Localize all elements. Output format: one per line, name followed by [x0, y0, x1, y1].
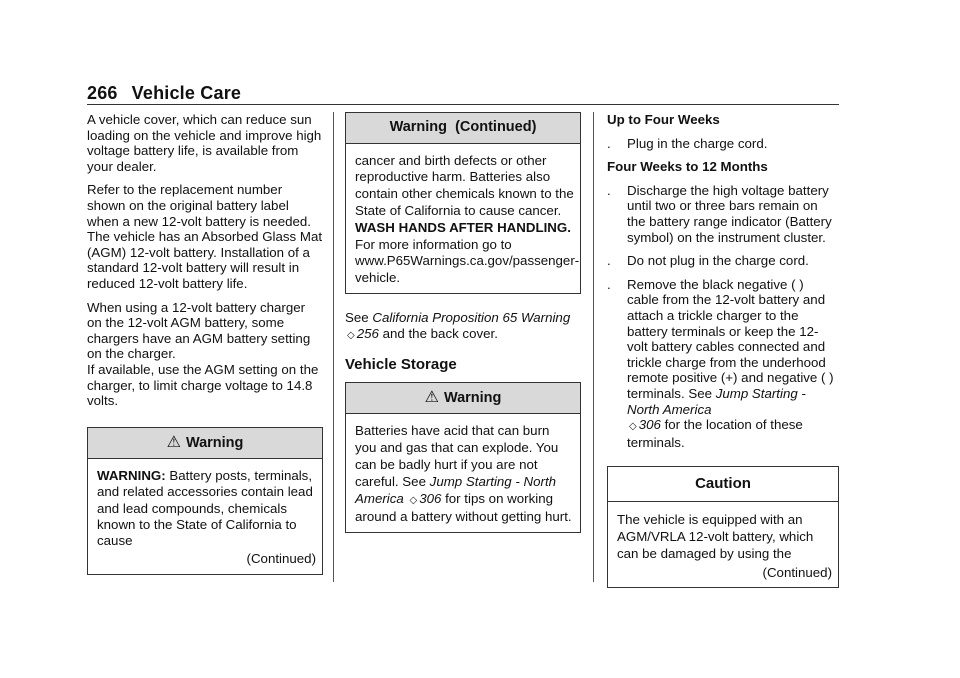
bullet-mark: .	[607, 135, 611, 151]
page-reference-arrow-icon: ◇	[409, 494, 418, 506]
jump-starting-link[interactable]: Jump Starting - North America	[355, 473, 557, 506]
subheading-four-weeks-12-months: Four Weeks to 12 Months	[607, 159, 768, 175]
list-item	[607, 277, 839, 451]
warning-box-body	[88, 459, 322, 573]
warning-continued-text: cancer and birth defects or other reproductive harm. Batteries also contain other chemicals known to the State of California to cause cancer.	[355, 152, 574, 218]
paragraph-vehicle-cover: A vehicle cover, which can reduce sun loading on the vehicle and improve high voltage battery life, is available from your dealer.	[87, 112, 322, 174]
column-2	[345, 112, 581, 547]
caution-header: Caution	[608, 467, 838, 502]
see-reference	[345, 310, 581, 343]
agm-setting-text: If available, use the AGM setting on the charger, to limit charge voltage to 14.8 volts.	[87, 361, 319, 409]
column-divider-2	[593, 112, 594, 582]
storage-warning-text: Batteries have acid that can burn you and gas that can explode. You can be badly hurt if you are not careful. See	[355, 423, 559, 489]
warning-lead: WARNING:	[97, 468, 166, 484]
jump-starting-link[interactable]: Jump Starting - North America	[627, 385, 806, 417]
p65-text: For more information go to www.P65Warnings.ca.gov/passenger-vehicle.	[355, 236, 580, 286]
page-number: 266	[87, 83, 118, 103]
bullet-mark: .	[607, 182, 611, 198]
warning-title: Warning	[185, 434, 244, 451]
continued-label: (Continued)	[246, 551, 316, 567]
page-link-256[interactable]: 256	[356, 325, 379, 341]
warning-box-header	[88, 428, 322, 460]
paragraph-agm-charger	[87, 300, 323, 409]
storage-warning-body	[346, 414, 580, 532]
column-3	[607, 112, 839, 602]
caution-text: The vehicle is equipped with an AGM/VRLA 12-volt battery, which can be damaged by using the	[617, 511, 814, 561]
bullet-text: Discharge the high voltage battery until two or three bars remain on the battery range indicator (Battery symbol) on the instrument cluster.	[627, 182, 832, 245]
list-item	[607, 183, 839, 245]
bullet-mark: .	[607, 276, 611, 292]
page-reference-arrow-icon: ◇	[629, 421, 637, 433]
trickle-charge-text: Remove the black negative ( ) cable from the 12-volt battery and attach a trickle charger to the battery terminals or keep the 12-volt battery cables connected and trickle charge from the underhood remote positive (+) and negative ( ) terminals. See	[627, 276, 834, 401]
warning-triangle-icon: ⚠	[166, 433, 181, 451]
header-rule	[87, 104, 839, 105]
list-item	[607, 136, 839, 152]
bullet-mark: .	[607, 253, 611, 269]
wash-hands-text: WASH HANDS AFTER HANDLING.	[355, 219, 571, 235]
warning-triangle-icon: ⚠	[424, 388, 439, 406]
vehicle-storage-heading: Vehicle Storage	[345, 356, 457, 374]
warning-continued-header: Warning (Continued)	[346, 113, 580, 144]
page-header	[87, 82, 241, 104]
warning-continued-body	[346, 144, 580, 293]
trickle-charge-tail: for the location of these terminals.	[627, 417, 803, 450]
column-divider-1	[333, 112, 334, 582]
agm-charger-text: When using a 12-volt battery charger on the 12-volt AGM battery, some chargers have an AGM battery setting on the charger.	[87, 299, 311, 362]
bullet-text	[627, 277, 839, 451]
storage-warning-title: Warning	[443, 389, 502, 406]
page-link-306[interactable]: 306	[419, 490, 442, 506]
warning-text: Battery posts, terminals, and related accessories contain lead and lead compounds, chemicals known to the State of California to cause	[97, 468, 313, 549]
bullet-text: Plug in the charge cord.	[627, 135, 768, 151]
storage-warning-box	[345, 382, 581, 533]
warning-continued-box	[345, 112, 581, 294]
bullet-text: Do not plug in the charge cord.	[627, 253, 809, 269]
storage-warning-header	[346, 383, 580, 415]
warning-box	[87, 427, 323, 575]
caution-body	[608, 502, 838, 587]
see-tail: and the back cover.	[382, 325, 498, 341]
subheading-up-to-four-weeks: Up to Four Weeks	[607, 112, 720, 127]
list-item	[607, 253, 839, 269]
page-reference-arrow-icon: ◇	[347, 329, 355, 341]
continued-label: (Continued)	[762, 564, 832, 580]
caution-box	[607, 466, 839, 588]
storage-warning-tail: for tips on working around a battery without getting hurt.	[355, 490, 572, 525]
paragraph-replacement: Refer to the replacement number shown on the original battery label when a new 12-volt battery is needed. The vehicle has an Absorbed Glass Mat (AGM) 12-volt battery. Installation of a standard 12-volt battery will result in reduced 12-volt battery life.	[87, 182, 323, 291]
section-title: Vehicle Care	[131, 83, 242, 103]
california-prop-link[interactable]: California Proposition 65 Warning	[372, 309, 571, 325]
see-label: See	[345, 309, 369, 325]
column-1	[87, 112, 323, 589]
page-link-306[interactable]: 306	[638, 417, 661, 433]
